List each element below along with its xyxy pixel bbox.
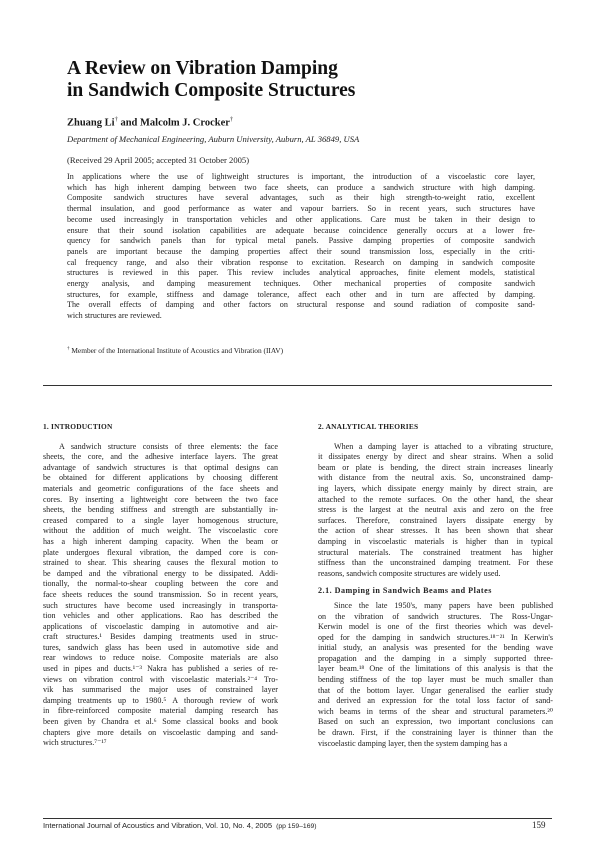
- text-line: quency for sandwich panels than for typical metal panels. Passive damping properties of composite sandwich: [67, 236, 535, 246]
- text-line: plate undergoes flexural vibration, the damped core is con-: [43, 547, 278, 557]
- text-line: strained to shear. This shearing causes the flexural motion to: [43, 558, 278, 568]
- text-line: used in pipes and ducts.¹⁻³ Nakra has published a series of re-: [43, 664, 278, 674]
- footnote-text: Member of the International Institute of Acoustics and Vibration (IIAV): [71, 346, 284, 355]
- text-line: Based on such an expression, two important conclusions can: [318, 717, 553, 727]
- text-line: tures, sandwich glass has been used in automotive side and: [43, 642, 278, 652]
- text-line: and derived an expression for the total loss factor of sand-: [318, 696, 553, 706]
- text-line: face sheets reduces the sound transmission. So in recent years,: [43, 589, 278, 599]
- text-line: views on vibration control with viscoelastic materials.²⁻⁴ Tro-: [43, 674, 278, 684]
- text-line: stiffness than the unconstrained damping treatment. For these: [318, 558, 553, 568]
- text-line: cal frequency range, and also their vibration response to excitation. Research on damping in sandwich composite: [67, 257, 535, 267]
- text-line: applications of viscoelastic damping in automotive and air-: [43, 621, 278, 631]
- text-line: it dissipates energy by direct and shear strains. When a solid: [318, 452, 553, 462]
- section-heading-introduction: 1. INTRODUCTION: [43, 422, 113, 431]
- text-line: structures, for example, stiffness and damage tolerance, affect each other and in turn are affected by damping.: [67, 289, 535, 299]
- text-line: cores. By inserting a lightweight core between the two face: [43, 494, 278, 504]
- text-line: damping in viscoelastic materials is higher than in typical: [318, 536, 553, 546]
- text-line: thermal insulation, and good performance as water and vapour barriers. So in recent years, such structures have: [67, 204, 535, 214]
- text-line: Composite sandwich structures have several advantages, such as their high strength-to-weight ratio, excellent: [67, 193, 535, 203]
- text-line: wich structures.⁷⁻¹⁷: [43, 738, 107, 748]
- paper-title: [67, 58, 537, 102]
- text-line: ensure that their sound isolation capabilities are adequate because coincidence generally occurs at a lower fre-: [67, 225, 535, 235]
- author-footnote-mark: †: [114, 116, 118, 123]
- text-line: materials and geometric configurations of the face sheets and: [43, 483, 278, 493]
- text-line: advantage of sandwich structures is that optimal designs can: [43, 462, 278, 472]
- text-line: be drawn. First, if the constraining layer is thinner than the: [318, 728, 553, 738]
- text-line: sheets, the core, and the adhesive interface layers. The great: [43, 452, 278, 462]
- text-line: panels are important because the damping properties affect their sound transmission loss, especially in the criti-: [67, 246, 535, 256]
- text-line: wich beams in terms of the shear and structural parameters.²⁰: [318, 706, 553, 716]
- page-number: 159: [532, 820, 546, 830]
- text-line: with distance from the neutral axis. So, unconstrained damp-: [318, 473, 553, 483]
- text-line: vik has summarised the major uses of constrained layer: [43, 685, 278, 695]
- text-line: beam or plate is bending, the direct strain increases linearly: [318, 462, 553, 472]
- text-line: Since the late 1950's, many papers have been published: [334, 600, 553, 610]
- text-line: the action of shear stresses. It has been shown that shear: [318, 526, 553, 536]
- affiliation: Department of Mechanical Engineering, Auburn University, Auburn, AL 36849, USA: [67, 134, 360, 144]
- text-line: become used increasingly in transportation vehicles and other applications. Care must be taken in their design to: [67, 214, 535, 224]
- analytical-theories-body: [318, 442, 553, 580]
- text-line: on the vibration of sandwich structures. The Ross-Ungar-: [318, 611, 553, 621]
- author-name: Malcolm J. Crocker: [140, 117, 230, 129]
- text-line: When a damping layer is attached to a vibrating structure,: [334, 441, 553, 451]
- text-line: initial study, an analysis was presented for the bending wave: [318, 643, 553, 653]
- text-line: A sandwich structure consists of three elements: the face: [59, 441, 278, 451]
- text-line: which has high inherent damping between two face sheets, can produce a sandwich structure with high damping.: [67, 182, 535, 192]
- introduction-body: [43, 442, 278, 749]
- text-line: tion vehicles and other applications. Rao has described the: [43, 611, 278, 621]
- text-line: damping treatments up to 1980.⁵ A thorough review of work: [43, 695, 278, 705]
- text-line: oped for the damping in sandwich structures.¹⁸⁻²¹ In Kerwin's: [318, 632, 553, 642]
- text-line: wich structures are reviewed.: [67, 311, 162, 321]
- title-line-1: A Review on Vibration Damping: [67, 58, 338, 79]
- right-column: [318, 422, 553, 749]
- author-name: Zhuang Li: [67, 117, 115, 129]
- text-line: bending stiffness of the top layer must be much smaller than: [318, 675, 553, 685]
- author-footnote-mark: †: [229, 116, 234, 123]
- text-line: Kerwin model is one of the first theories which was devel-: [318, 622, 553, 632]
- section-heading-analytical-theories: 2. ANALYTICAL THEORIES: [318, 422, 419, 431]
- text-line: viscoelastic damping layer, then the system damping has a: [318, 738, 508, 748]
- text-line: energy analysis, and damping measurement techniques. Other mechanical properties of composite sandwich: [67, 279, 535, 289]
- left-column: [43, 422, 278, 749]
- received-dates: (Received 29 April 2005; accepted 31 October 2005): [67, 155, 250, 165]
- author-footnote: [67, 346, 283, 355]
- text-line: in fibre-reinforced composite material damping research has: [43, 706, 278, 716]
- title-line-2: in Sandwich Composite Structures: [67, 80, 356, 101]
- text-line: such structures have become used increasingly in transporta-: [43, 600, 278, 610]
- footnote-mark: †: [67, 346, 70, 352]
- text-line: The overall effects of damping and other factors on structural response and sound radiation of composite sand-: [67, 300, 535, 310]
- author-list: [67, 116, 233, 129]
- text-line: be obtained for different applications by choosing different: [43, 473, 278, 483]
- text-line: attached to the remote surfaces. On the other hand, the shear: [318, 494, 553, 504]
- text-line: rear windows to reduce noise. Composite materials are also: [43, 653, 278, 663]
- text-line: structural materials. The constrained treatment has higher: [318, 547, 553, 557]
- running-footer: [43, 821, 317, 830]
- text-line: propagation and the damping in a simply supported three-: [318, 653, 553, 663]
- beams-plates-body: [318, 601, 553, 749]
- text-line: ing layers, which dissipate energy mainly by direct strain, are: [318, 483, 553, 493]
- text-line: craft structures.¹ Besides damping treatments used in struc-: [43, 632, 278, 642]
- author-conjunction: and: [117, 117, 141, 129]
- text-line: reasons, sandwich composite structures are widely used.: [318, 568, 501, 578]
- footer-divider: [43, 818, 552, 819]
- text-line: chapters give more details on viscoelastic damping and sand-: [43, 727, 278, 737]
- text-line: surfaces. Therefore, constrained layers dissipate energy by: [318, 515, 553, 525]
- page-range: (pp 159–169): [276, 823, 317, 830]
- journal-citation: International Journal of Acoustics and Vibration, Vol. 10, No. 4, 2005: [43, 821, 273, 830]
- subsection-heading-beams-plates: 2.1. Damping in Sandwich Beams and Plates: [318, 586, 492, 596]
- text-line: creased compared to a single layer homogenous structure,: [43, 515, 278, 525]
- text-line: layer beam.¹⁸ One of the limitations of this analysis is that the: [318, 664, 553, 674]
- text-line: structures is reviewed in this paper. This review includes analytical approaches, finite element models, statistical: [67, 268, 535, 278]
- text-line: has a high inherent damping capacity. When the beam or: [43, 536, 278, 546]
- text-line: sheets, the bending stiffness and strength are substantially in-: [43, 505, 278, 515]
- text-line: In applications where the use of lightweight structures is important, the introduction of a viscoelastic core layer,: [67, 172, 535, 181]
- text-line: without the addition of much weight. The viscoelastic core: [43, 526, 278, 536]
- text-line: that of the bottom layer. Ungar generalised the earlier study: [318, 685, 553, 695]
- text-line: stress is the largest at the neutral axis and zero on the free: [318, 505, 553, 515]
- text-line: been given by Chandra et al.⁶ Some classical books and book: [43, 717, 278, 727]
- header-divider: [43, 385, 552, 386]
- text-line: tionally, the normal-to-shear coupling between the core and: [43, 579, 278, 589]
- abstract: [67, 172, 535, 322]
- text-line: be damped and the vibrational energy to be dissipated. Addi-: [43, 568, 278, 578]
